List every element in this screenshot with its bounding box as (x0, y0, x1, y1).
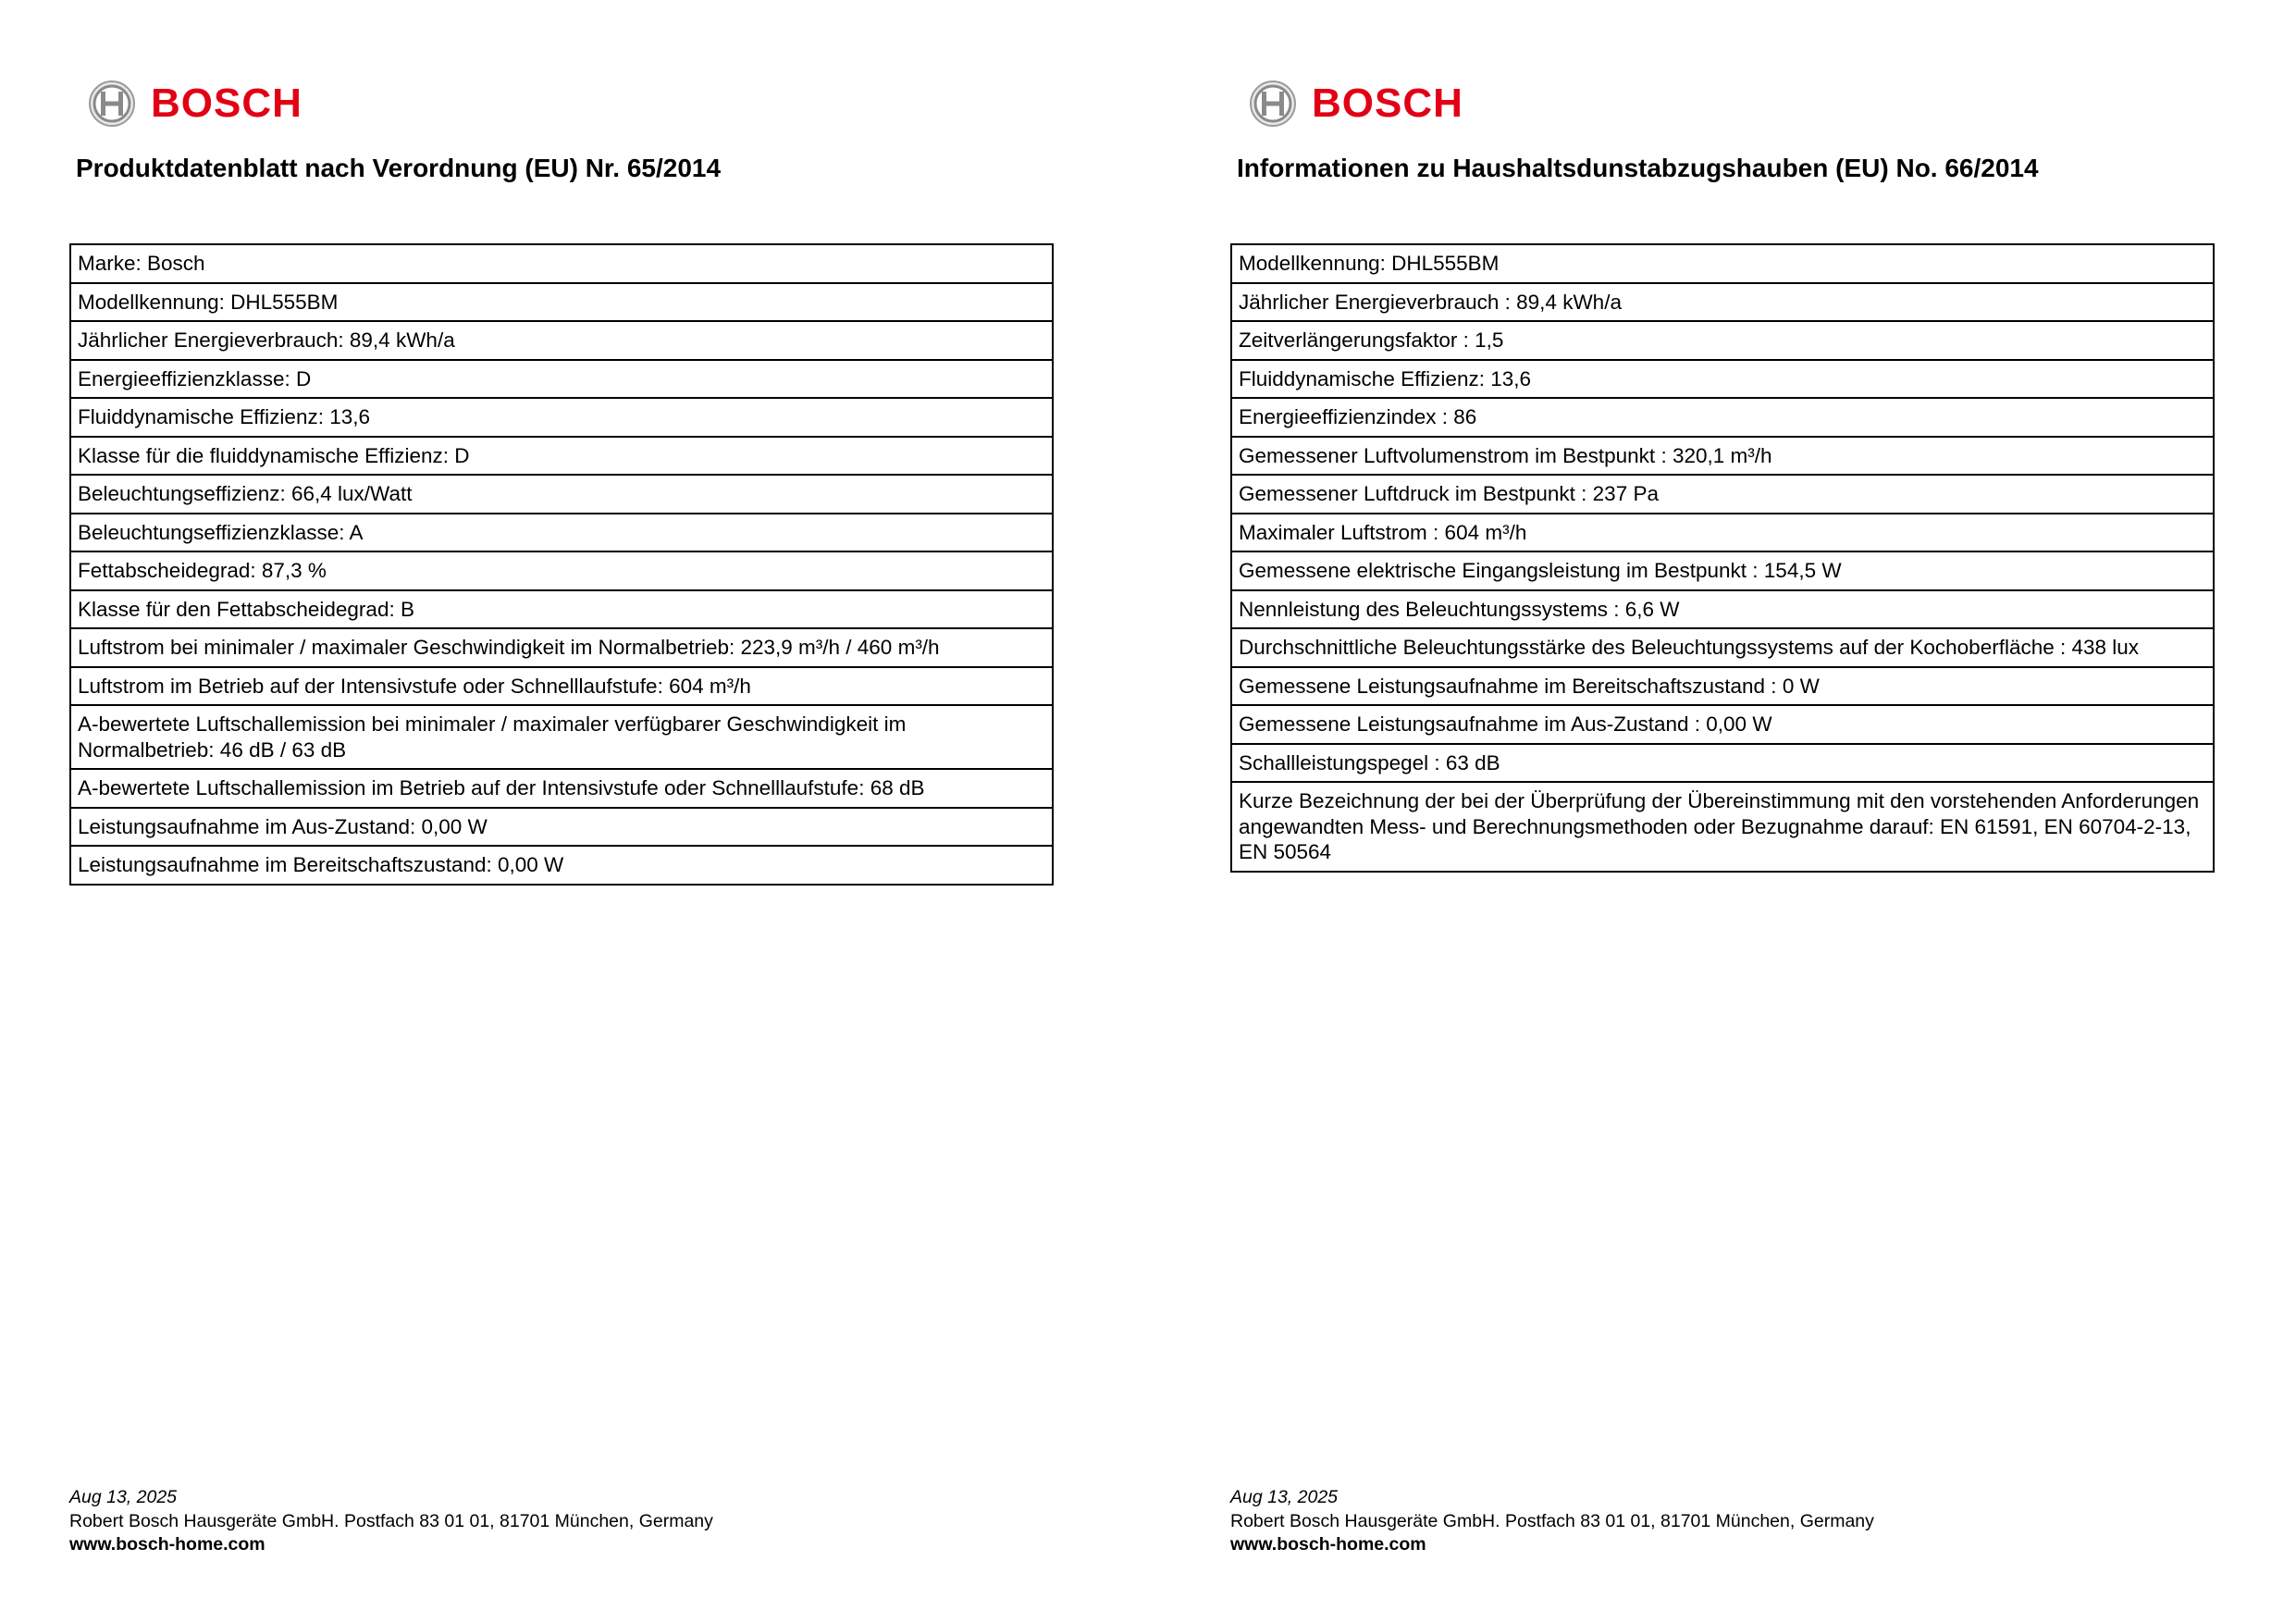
table-row (70, 321, 1053, 360)
table-row (70, 244, 1053, 283)
table-cell: Modellkennung: DHL555BM (70, 283, 1053, 322)
table-cell: Modellkennung: DHL555BM (1231, 244, 2214, 283)
table-cell: Gemessener Luftdruck im Bestpunkt : 237 Pa (1231, 475, 2214, 514)
table-cell: Gemessene elektrische Eingangsleistung im Bestpunkt : 154,5 W (1231, 551, 2214, 590)
table-cell: Jährlicher Energieverbrauch : 89,4 kWh/a (1231, 283, 2214, 322)
table-row (1231, 475, 2214, 514)
table-cell: Marke: Bosch (70, 244, 1053, 283)
table-row (1231, 705, 2214, 744)
table-row (1231, 551, 2214, 590)
table-cell: A-bewertete Luftschallemission bei minimaler / maximaler verfügbarer Geschwindigkeit im Normalbetrieb: 46 dB / 63 dB (70, 705, 1053, 769)
table-cell: Energieeffizienzklasse: D (70, 360, 1053, 399)
table-cell: Gemessene Leistungsaufnahme im Aus-Zustand : 0,00 W (1231, 705, 2214, 744)
footer-address: Robert Bosch Hausgeräte GmbH. Postfach 83 01 01, 81701 München, Germany (69, 1510, 713, 1531)
table-cell: Klasse für die fluiddynamische Effizienz: D (70, 437, 1053, 476)
table-row (70, 628, 1053, 667)
table-cell: Luftstrom im Betrieb auf der Intensivstufe oder Schnelllaufstufe: 604 m³/h (70, 667, 1053, 706)
table-cell: Leistungsaufnahme im Aus-Zustand: 0,00 W (70, 808, 1053, 847)
table-row (1231, 360, 2214, 399)
bosch-logo (88, 78, 302, 130)
table-row (70, 398, 1053, 437)
table-row (70, 437, 1053, 476)
table-cell: Fluiddynamische Effizienz: 13,6 (70, 398, 1053, 437)
table-row (70, 590, 1053, 629)
table-cell: Leistungsaufnahme im Bereitschaftszustand: 0,00 W (70, 846, 1053, 885)
table-row (70, 514, 1053, 552)
table-cell: Maximaler Luftstrom : 604 m³/h (1231, 514, 2214, 552)
table-row (1231, 321, 2214, 360)
table-row (1231, 744, 2214, 783)
footer (1230, 1486, 1874, 1557)
footer-date: Aug 13, 2025 (1230, 1487, 1339, 1507)
footer (69, 1486, 713, 1557)
brand-wordmark: BOSCH (1312, 81, 1463, 126)
table-row (70, 475, 1053, 514)
bosch-armature-icon (88, 80, 136, 128)
bosch-logo (1249, 78, 1463, 130)
table-row (1231, 782, 2214, 872)
footer-website-link[interactable]: www.bosch-home.com (69, 1534, 265, 1555)
footer-website-link[interactable]: www.bosch-home.com (1230, 1534, 1426, 1555)
table-cell: Gemessene Leistungsaufnahme im Bereitschaftszustand : 0 W (1231, 667, 2214, 706)
table-cell: Luftstrom bei minimaler / maximaler Geschwindigkeit im Normalbetrieb: 223,9 m³/h / 460 m³/h (70, 628, 1053, 667)
page-title: Produktdatenblatt nach Verordnung (EU) Nr. 65/2014 (76, 154, 722, 182)
hood-info-table (1230, 243, 2215, 873)
right-panel (1230, 0, 2220, 1623)
table-cell: Beleuchtungseffizienz: 66,4 lux/Watt (70, 475, 1053, 514)
table-row (1231, 514, 2214, 552)
table-row (1231, 590, 2214, 629)
left-panel (69, 0, 1059, 1623)
table-row (70, 769, 1053, 808)
table-cell: Klasse für den Fettabscheidegrad: B (70, 590, 1053, 629)
footer-address: Robert Bosch Hausgeräte GmbH. Postfach 83 01 01, 81701 München, Germany (1230, 1510, 1874, 1531)
table-cell: Fettabscheidegrad: 87,3 % (70, 551, 1053, 590)
table-row (1231, 437, 2214, 476)
table-cell: Durchschnittliche Beleuchtungsstärke des Beleuchtungssystems auf der Kochoberfläche : 438 lux (1231, 628, 2214, 667)
footer-date: Aug 13, 2025 (69, 1487, 178, 1507)
table-cell: Gemessener Luftvolumenstrom im Bestpunkt : 320,1 m³/h (1231, 437, 2214, 476)
table-cell: Fluiddynamische Effizienz: 13,6 (1231, 360, 2214, 399)
table-row (1231, 244, 2214, 283)
table-row (1231, 283, 2214, 322)
table-row (70, 846, 1053, 885)
product-data-table (69, 243, 1054, 886)
brand-wordmark: BOSCH (151, 81, 302, 126)
table-row (70, 705, 1053, 769)
table-row (70, 551, 1053, 590)
table-cell: Beleuchtungseffizienzklasse: A (70, 514, 1053, 552)
table-cell: Nennleistung des Beleuchtungssystems : 6,6 W (1231, 590, 2214, 629)
table-row (1231, 398, 2214, 437)
table-cell: Jährlicher Energieverbrauch: 89,4 kWh/a (70, 321, 1053, 360)
table-row (70, 667, 1053, 706)
table-row (70, 808, 1053, 847)
table-cell: Zeitverlängerungsfaktor : 1,5 (1231, 321, 2214, 360)
bosch-armature-icon (1249, 80, 1297, 128)
page-title: Informationen zu Haushaltsdunstabzugshauben (EU) No. 66/2014 (1237, 154, 2039, 182)
table-row (70, 283, 1053, 322)
table-cell: Schallleistungspegel : 63 dB (1231, 744, 2214, 783)
table-row (1231, 628, 2214, 667)
table-row (1231, 667, 2214, 706)
table-cell: Kurze Bezeichnung der bei der Überprüfung der Übereinstimmung mit den vorstehenden Anforderungen angewandten Mess- und Berechnungsmethoden oder Bezugnahme darauf: EN 61591, EN 60704-2-13, EN 50564 (1231, 782, 2214, 872)
table-cell: A-bewertete Luftschallemission im Betrieb auf der Intensivstufe oder Schnelllaufstufe: 68 dB (70, 769, 1053, 808)
table-row (70, 360, 1053, 399)
table-cell: Energieeffizienzindex : 86 (1231, 398, 2214, 437)
